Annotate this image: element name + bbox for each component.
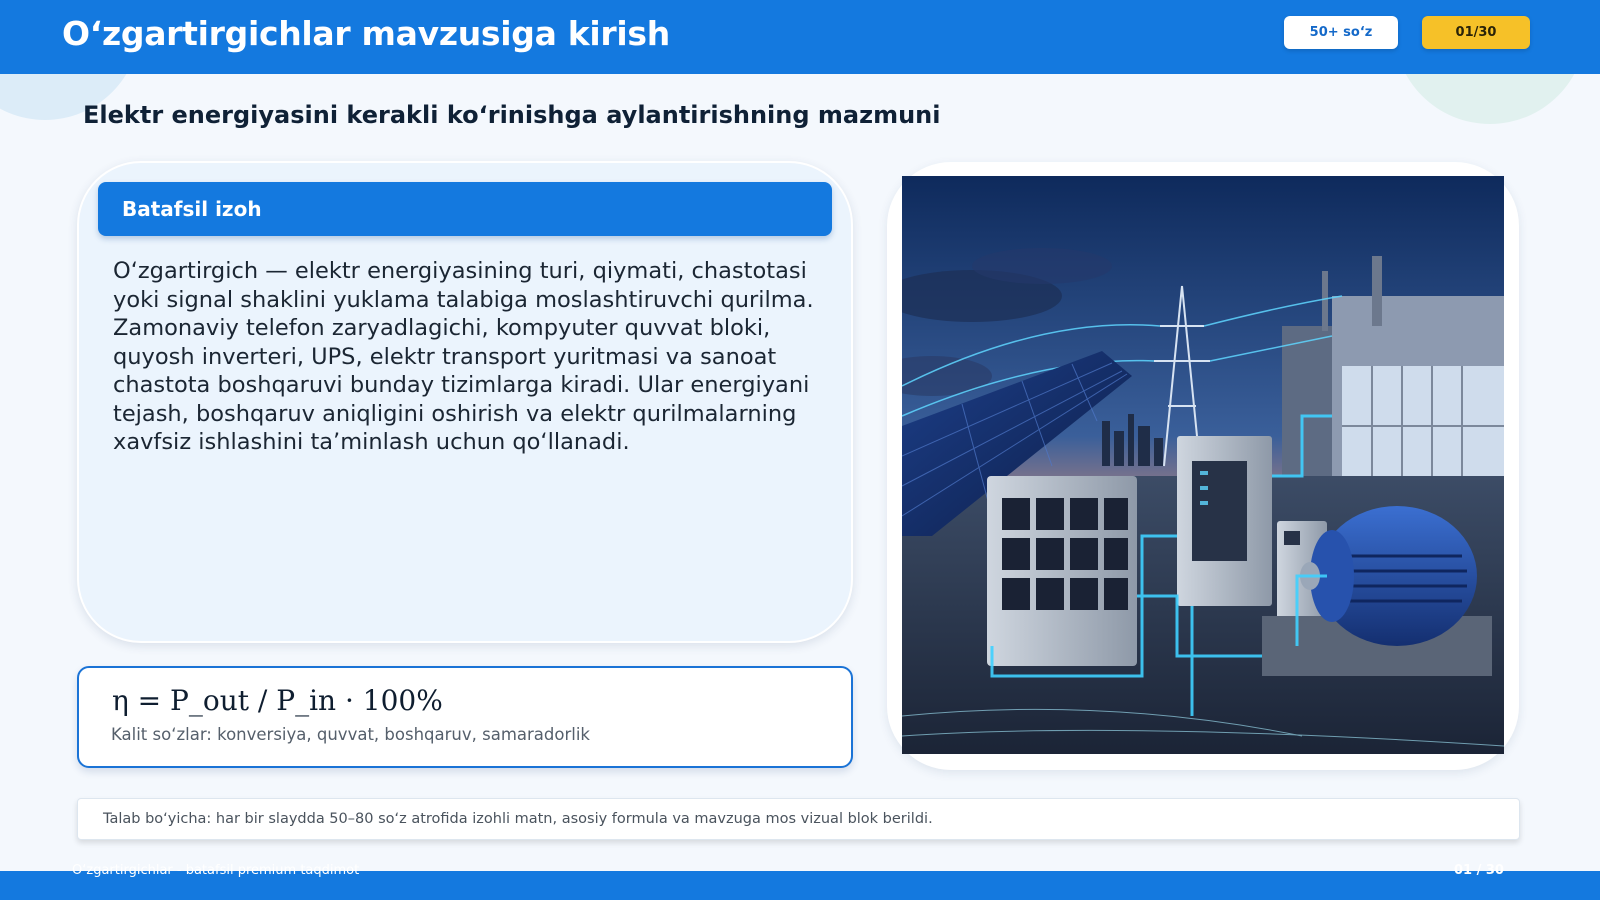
detail-card-heading: Batafsil izoh xyxy=(122,197,262,221)
detail-card-header xyxy=(98,182,832,236)
formula-card xyxy=(77,666,853,768)
slide-subtitle: Elektr energiyasini kerakli ko‘rinishga aylantirishning mazmuni xyxy=(83,101,941,129)
keywords-text: Kalit so‘zlar: konversiya, quvvat, boshqaruv, samaradorlik xyxy=(111,725,590,744)
footer-page-number: 01 / 30 xyxy=(1454,863,1504,878)
slide-counter-badge: 01/30 xyxy=(1422,16,1530,49)
word-count-badge: 50+ so‘z xyxy=(1284,16,1398,49)
detail-card-body: O‘zgartirgich — elektr energiyasining turi, qiymati, chastotasi yoki signal shaklini yuklama talabiga moslashtiruvchi qurilma. Zamonaviy telefon zaryadlagichi, kompyuter quvvat bloki, quyosh inverteri, UPS, elektr transport yuritmasi va sanoat chastota boshqaruvi bunday tizimlarga kiradi. Ular energiyani tejash, boshqaruv aniqligini oshirish va elektr qurilmalarning xavfsiz ishlashini ta’minlash uchun qo‘llanadi. xyxy=(113,258,814,455)
requirement-note-text: Talab bo‘yicha: har bir slaydda 50–80 so‘z atrofida izohli matn, asosiy formula va mavzuga mos vizual blok berildi. xyxy=(103,811,933,827)
efficiency-formula: η = P_out / P_in · 100% xyxy=(112,684,443,717)
footer-presentation-title: O‘zgartirgichlar - batafsil premium taqdimot xyxy=(72,863,360,878)
requirement-note xyxy=(77,798,1520,840)
power-conversion-illustration xyxy=(902,176,1504,754)
page-title: O‘zgartirgichlar mavzusiga kirish xyxy=(62,14,670,53)
